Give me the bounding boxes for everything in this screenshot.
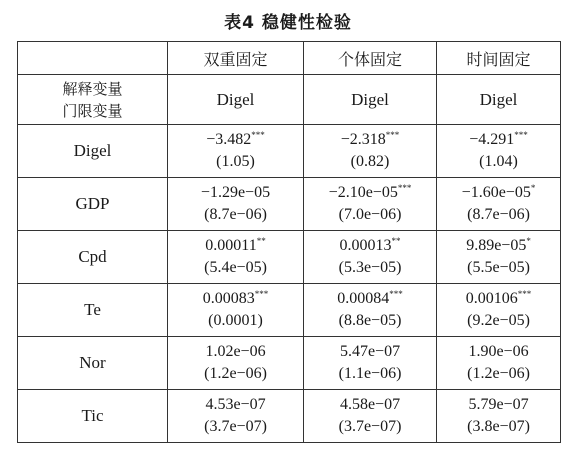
coefficient-line [168, 235, 303, 257]
threshold-variable-value: Digel [304, 75, 437, 125]
estimate-cell [304, 284, 437, 337]
estimate-cell [437, 337, 561, 390]
coefficient-line [437, 394, 560, 416]
coefficient: 0.00013 [339, 237, 392, 254]
coefficient-line [437, 182, 560, 204]
significance-stars: *** [251, 130, 265, 140]
coefficient: −2.318 [340, 131, 386, 148]
row-variable-name: GDP [18, 178, 168, 231]
row-variable-name: Nor [18, 337, 168, 390]
significance-stars: *** [254, 289, 269, 299]
standard-error: (1.2e−06) [204, 365, 267, 382]
standard-error: (3.7e−07) [204, 418, 267, 435]
coefficient: 9.89e−05 [466, 237, 527, 254]
estimate-cell [304, 390, 437, 443]
estimate-cell [437, 231, 561, 284]
standard-error: (5.5e−05) [467, 259, 530, 276]
standard-error: (1.1e−06) [338, 365, 402, 382]
coefficient: 1.02e−06 [205, 343, 266, 360]
row-variable-name: Te [18, 284, 168, 337]
coefficient: 0.00084 [337, 290, 390, 307]
coefficient-line [304, 288, 436, 310]
standard-error: (1.05) [216, 153, 255, 170]
table-row [18, 337, 561, 390]
standard-error: (1.2e−06) [467, 365, 530, 382]
coefficient-line [168, 341, 303, 363]
header-corner-cell [18, 42, 168, 75]
coefficient: 1.90e−06 [468, 343, 529, 360]
header-row [18, 42, 561, 75]
coefficient: 4.53e−07 [205, 396, 266, 413]
standard-error: (3.8e−07) [467, 418, 530, 435]
coefficient-line [437, 341, 560, 363]
coefficient-line [168, 129, 303, 151]
coefficient: 0.00083 [202, 290, 255, 307]
coefficient: −1.60e−05 [461, 184, 531, 201]
coefficient: −4.291 [469, 131, 515, 148]
table-row [18, 125, 561, 178]
estimate-cell [437, 125, 561, 178]
standard-error: (0.82) [350, 153, 390, 170]
significance-stars: ** [256, 236, 266, 246]
standard-error: (7.0e−06) [338, 206, 402, 223]
significance-stars: * [526, 236, 531, 246]
column-header: 个体固定 [304, 42, 437, 75]
coefficient-line [437, 288, 560, 310]
estimate-cell [437, 284, 561, 337]
significance-stars: *** [389, 289, 403, 299]
standard-error: (5.3e−05) [338, 259, 402, 276]
coefficient-line [304, 129, 436, 151]
standard-error: (3.7e−07) [338, 418, 402, 435]
estimate-cell [304, 231, 437, 284]
significance-stars: *** [385, 130, 400, 140]
coefficient-line [304, 182, 436, 204]
standard-error: (5.4e−05) [204, 259, 267, 276]
column-header: 双重固定 [168, 42, 304, 75]
subheader-row [18, 75, 561, 125]
table-row [18, 390, 561, 443]
significance-stars: * [530, 183, 536, 193]
estimate-cell [168, 337, 304, 390]
estimate-cell [168, 231, 304, 284]
coefficient-line [304, 341, 436, 363]
robustness-table [17, 41, 561, 443]
estimate-cell [304, 125, 437, 178]
coefficient-line [437, 129, 560, 151]
coefficient-line [304, 235, 436, 257]
threshold-variable-value: Digel [168, 75, 304, 125]
standard-error: (8.7e−06) [204, 206, 267, 223]
row-variable-name: Cpd [18, 231, 168, 284]
estimate-cell [304, 178, 437, 231]
table-row [18, 284, 561, 337]
coefficient-line [168, 182, 303, 204]
row-variable-name: Tic [18, 390, 168, 443]
standard-error: (0.0001) [208, 312, 263, 329]
coefficient: 0.00011 [205, 237, 257, 254]
column-header: 时间固定 [437, 42, 561, 75]
estimate-cell [437, 390, 561, 443]
threshold-variable-label: 门限变量 [62, 101, 123, 120]
significance-stars: *** [514, 130, 528, 140]
estimate-cell [168, 390, 304, 443]
row-variable-name: Digel [18, 125, 168, 178]
coefficient: 4.58e−07 [339, 396, 401, 413]
significance-stars: *** [517, 289, 532, 299]
standard-error: (8.8e−05) [338, 312, 402, 329]
coefficient: 5.47e−07 [339, 343, 401, 360]
estimate-cell [304, 337, 437, 390]
table-row [18, 178, 561, 231]
variable-label-cell [18, 75, 168, 125]
estimate-cell [437, 178, 561, 231]
significance-stars: *** [397, 183, 412, 193]
threshold-variable-value: Digel [437, 75, 561, 125]
coefficient-line [304, 394, 436, 416]
significance-stars: ** [391, 236, 401, 246]
estimate-cell [168, 125, 304, 178]
coefficient: 0.00106 [465, 290, 518, 307]
standard-error: (9.2e−05) [467, 312, 530, 329]
coefficient-line [168, 394, 303, 416]
standard-error: (8.7e−06) [467, 206, 530, 223]
coefficient-line [437, 235, 560, 257]
coefficient: −1.29e−05 [200, 184, 271, 201]
coefficient-line [168, 288, 303, 310]
explanatory-variable-label: 解释变量 [62, 79, 123, 98]
standard-error: (1.04) [479, 153, 518, 170]
coefficient: 5.79e−07 [468, 396, 529, 413]
coefficient: −3.482 [206, 131, 252, 148]
estimate-cell [168, 284, 304, 337]
table-title: 表4 稳健性检验 [224, 13, 352, 33]
table-row [18, 231, 561, 284]
estimate-cell [168, 178, 304, 231]
coefficient: −2.10e−05 [328, 184, 398, 201]
